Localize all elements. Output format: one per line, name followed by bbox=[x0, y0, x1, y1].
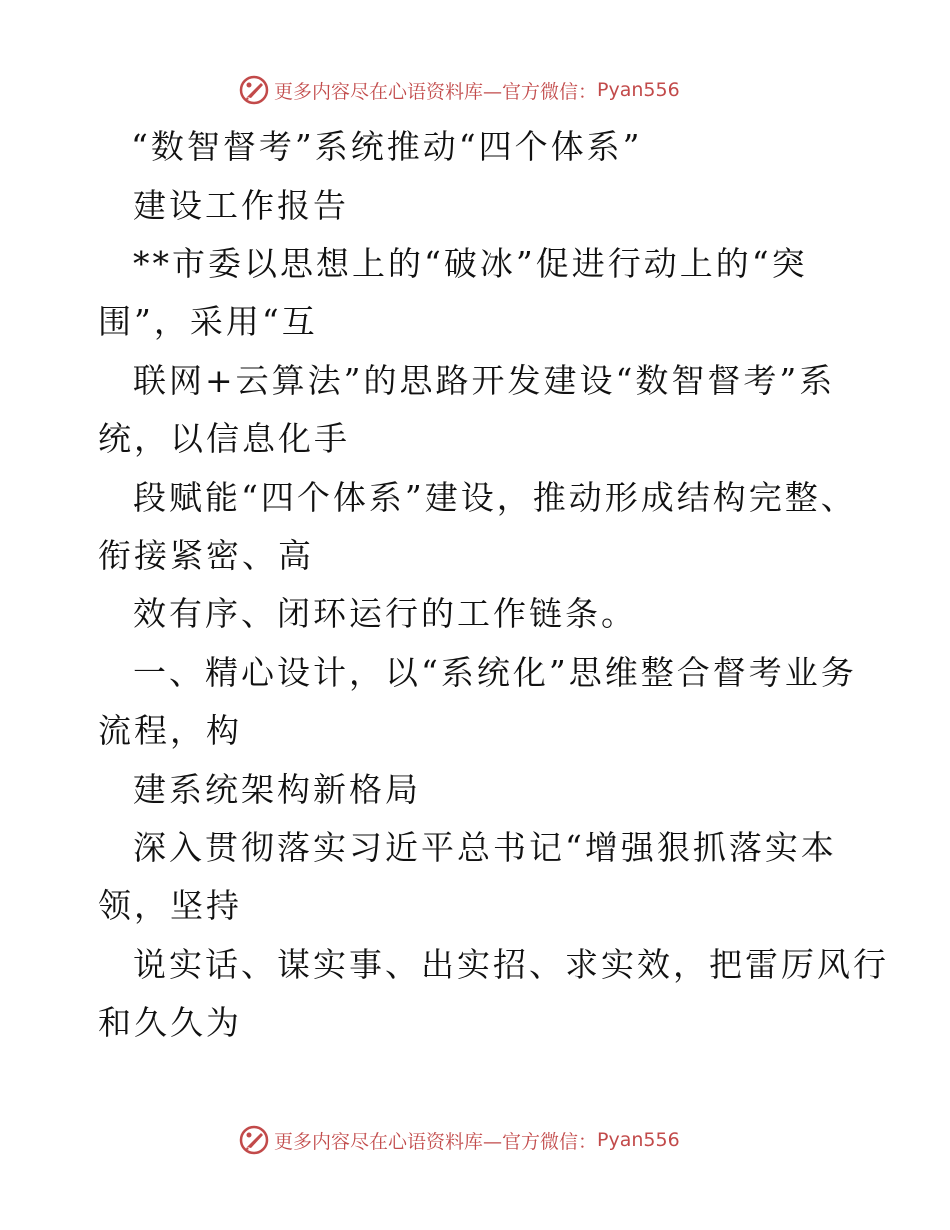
section-heading-line-1: 一、精心设计，以“系统化”思维整合督考业务 bbox=[133, 653, 857, 692]
watermark-wechat-id: Pyan556 bbox=[597, 1129, 680, 1151]
section-heading-line-3: 建系统架构新格局 bbox=[133, 770, 421, 809]
quill-logo-icon bbox=[238, 1124, 270, 1156]
text-line: 衔接紧密、高 bbox=[98, 536, 314, 575]
document-title-line-1: “数智督考”系统推动“四个体系” bbox=[131, 127, 643, 166]
text-line: 领，坚持 bbox=[98, 886, 242, 925]
text-line: 围”，采用“互 bbox=[98, 302, 318, 341]
watermark-text: 更多内容尽在心语资料库—官方微信： bbox=[274, 1130, 598, 1153]
watermark-text: 更多内容尽在心语资料库—官方微信： bbox=[274, 80, 598, 103]
section-heading-line-2: 流程，构 bbox=[98, 711, 242, 750]
text-line: 联网+云算法”的思路开发建设“数智督考”系 bbox=[133, 361, 836, 400]
text-line: **市委以思想上的“破冰”促进行动上的“突 bbox=[133, 244, 808, 283]
text-line: 说实话、谋实事、出实招、求实效，把雷厉风行 bbox=[133, 945, 889, 984]
watermark-header bbox=[238, 73, 680, 107]
text-line: 效有序、闭环运行的工作链条。 bbox=[133, 594, 637, 633]
text-line: 深入贯彻落实习近平总书记“增强狠抓落实本 bbox=[133, 828, 837, 867]
watermark-wechat-id: Pyan556 bbox=[597, 79, 680, 101]
watermark-footer bbox=[238, 1123, 680, 1157]
document-title-line-2: 建设工作报告 bbox=[133, 186, 349, 225]
text-line: 统，以信息化手 bbox=[98, 419, 350, 458]
quill-logo-icon bbox=[238, 74, 270, 106]
text-line: 段赋能“四个体系”建设，推动形成结构完整、 bbox=[133, 478, 857, 517]
text-line: 和久久为 bbox=[98, 1003, 242, 1042]
